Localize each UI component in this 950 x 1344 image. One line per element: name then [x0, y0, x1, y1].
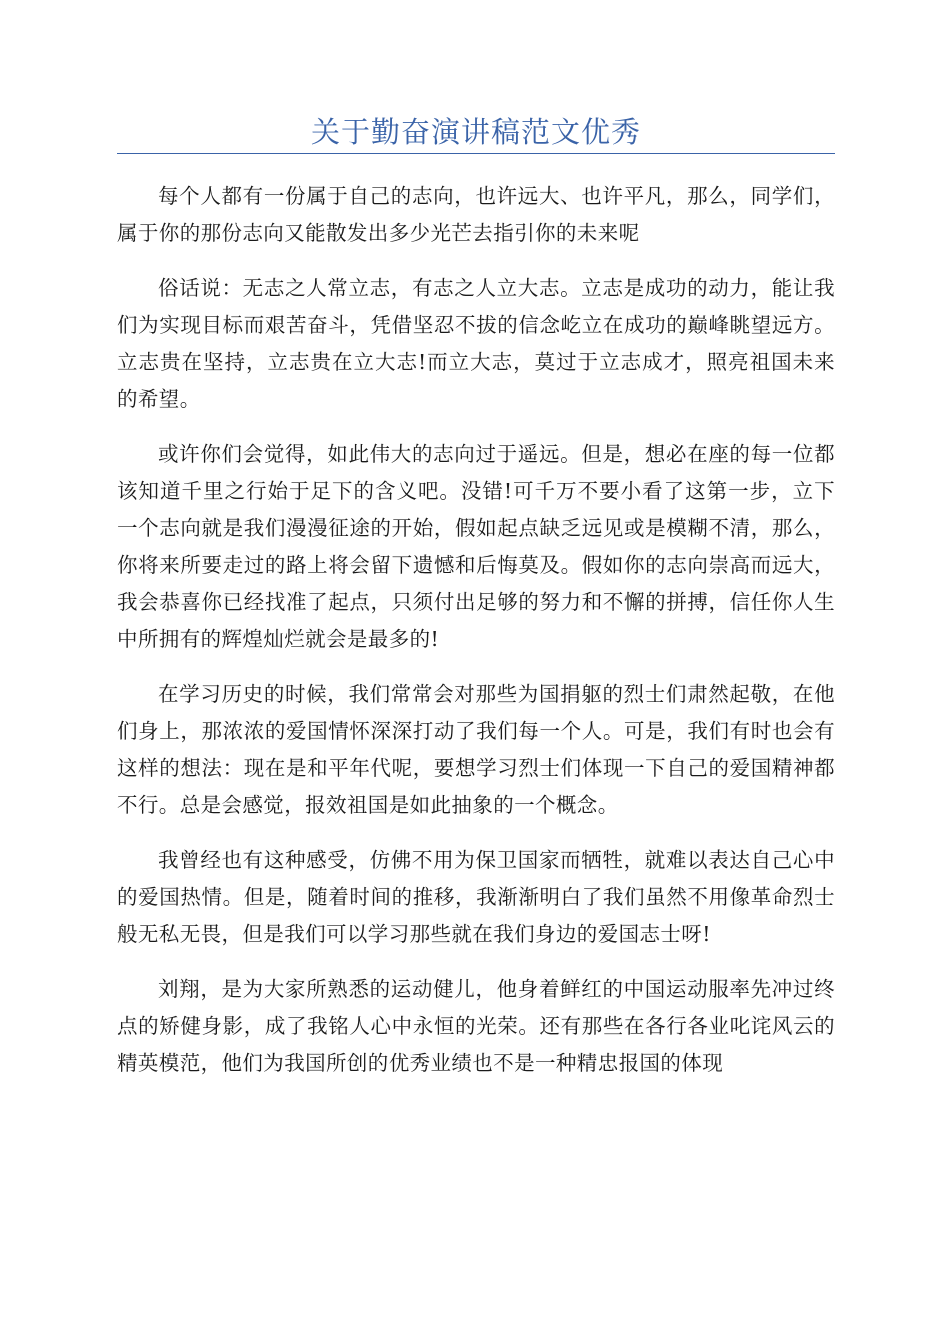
paragraph-3: 或许你们会觉得，如此伟大的志向过于遥远。但是，想必在座的每一位都该知道千里之行始于足下的含义吧。没错!可千万不要小看了这第一步，立下一个志向就是我们漫漫征途的开始，假如起点缺乏远见或是模糊不清，那么，你将来所要走过的路上将会留下遗憾和后悔莫及。假如你的志向崇高而远大，我会恭喜你已经找准了起点，只须付出足够的努力和不懈的拼搏，信任你人生中所拥有的辉煌灿烂就会是最多的!: [117, 442, 835, 651]
document-body: [117, 178, 835, 1100]
paragraph-2: 俗话说：无志之人常立志，有志之人立大志。立志是成功的动力，能让我们为实现目标而艰苦奋斗，凭借坚忍不拔的信念屹立在成功的巅峰眺望远方。立志贵在坚持，立志贵在立大志!而立大志，莫过于立志成才，照亮祖国未来的希望。: [117, 276, 835, 411]
paragraph-1: 每个人都有一份属于自己的志向，也许远大、也许平凡，那么，同学们，属于你的那份志向又能散发出多少光芒去指引你的未来呢: [117, 184, 835, 245]
document-title: 关于勤奋演讲稿范文优秀: [310, 115, 641, 149]
paragraph-4: 在学习历史的时候，我们常常会对那些为国捐躯的烈士们肃然起敬，在他们身上，那浓浓的爱国情怀深深打动了我们每一个人。可是，我们有时也会有这样的想法：现在是和平年代呢，要想学习烈士们体现一下自己的爱国精神都不行。总是会感觉，报效祖国是如此抽象的一个概念。: [117, 682, 835, 817]
paragraph-5: 我曾经也有这种感受，仿佛不用为保卫国家而牺牲，就难以表达自己心中的爱国热情。但是，随着时间的推移，我渐渐明白了我们虽然不用像革命烈士般无私无畏，但是我们可以学习那些就在我们身边的爱国志士呀!: [117, 848, 835, 946]
paragraph-6: 刘翔，是为大家所熟悉的运动健儿，他身着鲜红的中国运动服率先冲过终点的矫健身影，成了我铭人心中永恒的光荣。还有那些在各行各业叱诧风云的精英模范，他们为我国所创的优秀业绩也不是一种精忠报国的体现: [117, 977, 835, 1075]
title-underline: [117, 153, 835, 154]
